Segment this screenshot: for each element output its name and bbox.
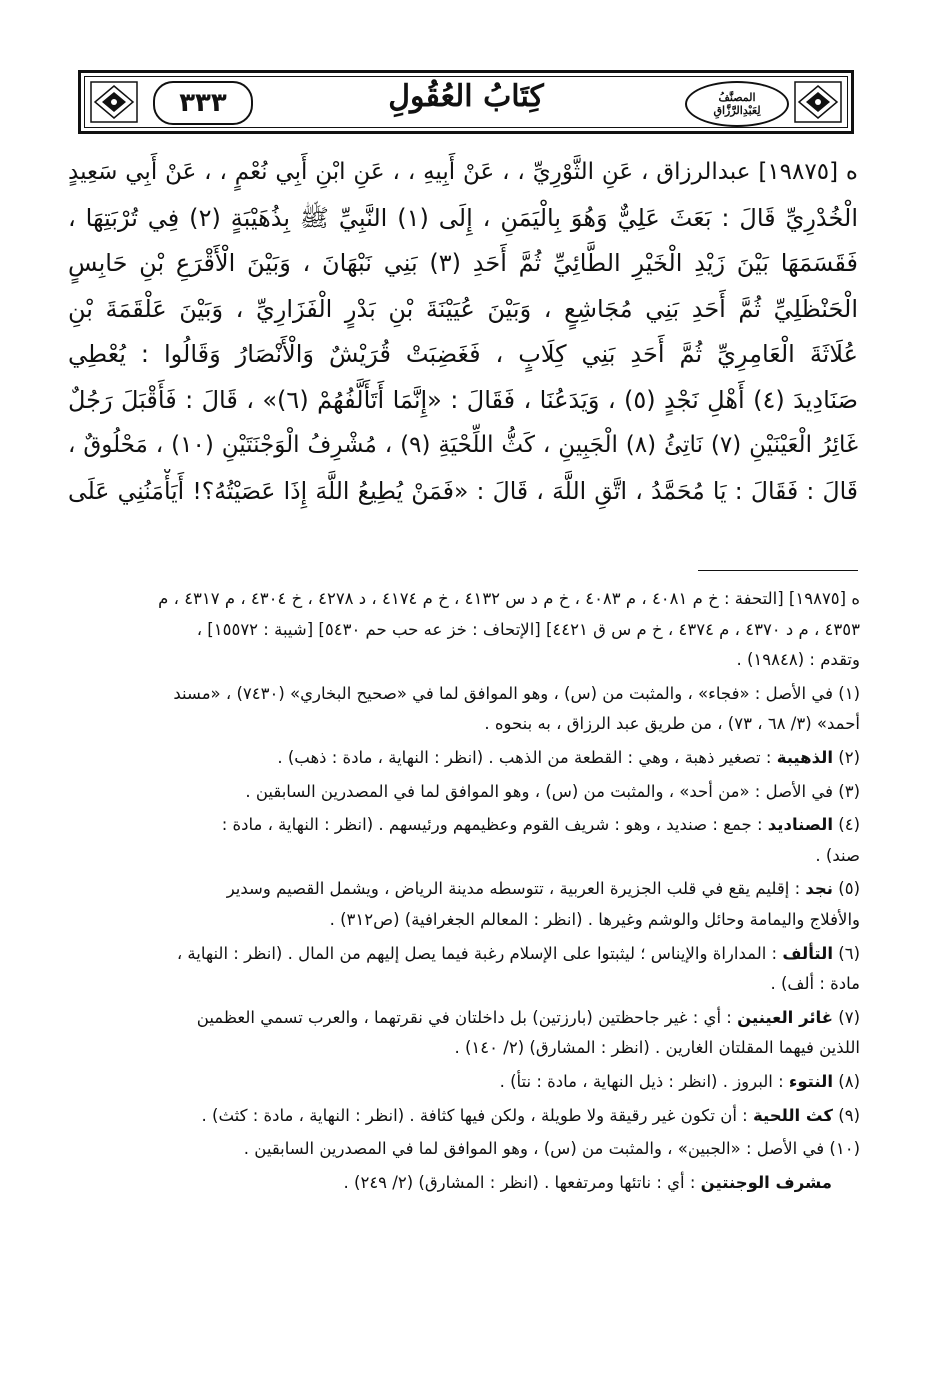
note-line: صند) . (815, 845, 860, 865)
hadith-line: الْخُدْرِيِّ قَالَ : بَعَثَ عَلِيٌّ وَهُوَ بِالْيَمَنِ ، إِلَى (١) النَّبِيِّ ﷺ بِذُهَيْبَةٍ (٢) فِي تُرْبَتِهَا ، (68, 203, 858, 232)
hadith-line: فَقَسَمَهَا بَيْنَ زَيْدِ الْخَيْرِ الطَّائِيِّ ثُمَّ أَحَدِ (٣) بَنِي نَبْهَانَ ، وَبَيْنَ الْأَقْرَعِ بْنِ حَابِسٍ (68, 249, 858, 277)
note-line: وتقدم : (١٩٨٤٨) . (736, 650, 860, 670)
page-header (78, 70, 854, 134)
footnote-9 (68, 1101, 860, 1132)
footnote-keyword: غائر العينين (737, 1007, 833, 1027)
note-line: والأفلاج واليمامة وحائل والوشم وغيرها . (انظر : المعالم الجغرافية) (ص٣١٢) . (329, 909, 860, 929)
author-badge (685, 81, 789, 127)
book-title: كِتَابُ العُقُولِ (388, 79, 544, 114)
note-line: (٤) الصناديد : جمع : صنديد ، وهو : شريف القوم وعظيمهم ورئيسهم . (انظر : النهاية ، مادة : (221, 815, 860, 835)
footnote-keyword: النتوء (788, 1071, 833, 1091)
page-number (153, 81, 253, 125)
note-line: (٥) نجد : إقليم يقع في قلب الجزيرة العربية ، تتوسطه مدينة الرياض ، ويشمل القصيم وسدير (226, 879, 860, 899)
hadith-line: الْحَنْظَلِيِّ ثُمَّ أَحَدِ بَنِي مُجَاشِعٍ ، وَبَيْنَ عُيَيْنَةَ بْنِ بَدْرٍ الْفَزَارِيِّ ، وَبَيْنَ عَلْقَمَةَ بْنِ (68, 294, 858, 323)
footnote-7 (68, 1003, 860, 1064)
hadith-line: صَنَادِيدَ (٤) أَهْلِ نَجْدٍ (٥) ، وَيَدَعُنَا ، فَقَالَ : «إِنَّمَا أَتَأَلَّفُهُمْ (٦)» ، قَالَ : فَأَقْبَلَ رَجُلٌ (68, 385, 858, 414)
footnotes (68, 584, 860, 1201)
note-line: ٤٣٥٣ ، م د ٤٣٧٠ ، م ٤٣٧٤ ، خ م س ق ٤٤٢١] [الإتحاف : خز عه حب حم ٥٤٣٠] [شيبة : ١٥٥٧٢] ، (196, 619, 860, 639)
footnote-2 (68, 743, 860, 774)
note-line: ه [١٩٨٧٥] [التحفة : خ م ٤٠٨١ ، م ٤٠٨٣ ، خ م د س ٤١٣٢ ، خ م ٤١٧٤ ، د ٤٢٧٨ ، خ ٤٣٠٤ ، م ٤٣١٧ ، م (158, 589, 860, 608)
note-line: (٢) الذهيبة : تصغير ذهبة ، وهي : القطعة من الذهب . (انظر : النهاية ، مادة : ذهب) . (277, 747, 860, 767)
footnote-6 (68, 939, 860, 1000)
note-line: (٧) غائر العينين : أي : غير جاحظتين (بارزتين) بل داخلتان في نقرتهما ، والعرب تسمي العظمين (196, 1007, 860, 1027)
ornament-right-icon (791, 79, 845, 125)
footnote-4 (68, 810, 860, 871)
hadith-line: عُلَاثَةَ الْعَامِرِيِّ ثُمَّ أَحَدِ بَنِي كِلَابٍ ، فَغَضِبَتْ قُرَيْشٌ وَالْأَنْصَارُ وَقَالُوا : يُعْطِي (68, 340, 858, 368)
footnote-keyword: الصناديد (767, 815, 833, 835)
footnote-keyword: كث اللحية (752, 1105, 833, 1125)
footnote-10-definition (68, 1168, 860, 1199)
author-badge-line2: لِعَبْدِالرَّزَّاقِ (713, 104, 761, 117)
note-line: (٩) كث اللحية : أن تكون غير رقيقة ولا طويلة ، ولكن فيها كثافة . (انظر : النهاية ، مادة : كثث) . (201, 1105, 860, 1125)
author-badge-line1: المصنَّفُ (718, 91, 756, 104)
hadith-line: قَالَ : فَقَالَ : يَا مُحَمَّدُ ، اتَّقِ اللَّهَ ، قَالَ : «فَمَنْ يُطِيعُ اللَّهَ إِذَا عَصَيْتُهُ؟! أَيَأْمَنُنِي عَلَى (68, 476, 858, 505)
takhrij-note (68, 584, 860, 676)
ornament-left-icon (87, 79, 141, 125)
note-line: أحمد» (٣/ ٦٨ ، ٧٣) ، من طريق عبد الرزاق ، به بنحوه . (484, 714, 860, 734)
footnote-keyword: التألف (782, 943, 833, 963)
note-line: (١٠) في الأصل : «الجبين» ، والمثبت من (س) ، وهو الموافق لما في المصدرين السابقين . (243, 1139, 860, 1159)
footnote-keyword: مشرف الوجنتين (700, 1172, 832, 1192)
note-line: اللذين فيهما المقلتان الغارين . (انظر : المشارق) (٢/ ١٤٠) . (454, 1038, 860, 1058)
footnote-keyword: نجد (805, 879, 833, 899)
footnote-1 (68, 679, 860, 740)
hadith-line: ه [١٩٨٧٥] عبدالرزاق ، عَنِ الثَّوْرِيِّ ، ، عَنْ أَبِيهِ ، ، عَنِ ابْنِ أَبِي نُعْمٍ ، ، عَنْ أَبِي سَعِيدٍ (68, 159, 858, 185)
note-line: (٣) في الأصل : «من أحد» ، والمثبت من (س) ، وهو الموافق لما في المصدرين السابقين . (245, 781, 860, 801)
footnote-8 (68, 1067, 860, 1098)
hadith-text (68, 150, 858, 514)
note-line: (٦) التألف : المداراة والإيناس ؛ ليثبتوا على الإسلام رغبة فيما يصل إليهم من المال . (انظر : النهاية ، (176, 943, 860, 963)
footnote-3 (68, 777, 860, 808)
footnote-keyword: الذهيبة (776, 747, 833, 767)
hadith-line: غَائِرُ الْعَيْنَيْنِ (٧) نَاتِئُ (٨) الْجَبِينِ ، كَثُّ اللِّحْيَةِ (٩) ، مُشْرِفُ الْوَجْنَتَيْنِ (١٠) ، مَحْلُوقٌ ، (68, 432, 858, 458)
note-line: مادة : ألف) . (770, 974, 860, 994)
note-line: (١) في الأصل : «فجاء» ، والمثبت من (س) ، وهو الموافق لما في «صحيح البخاري» (٧٤٣٠) ، «مسند (173, 683, 860, 703)
footnote-10 (68, 1134, 860, 1165)
note-line: مشرف الوجنتين : أي : ناتئها ومرتفعها . (انظر : المشارق) (٢/ ٢٤٩) . (343, 1172, 832, 1192)
page-number-text: ٣٣٣ (179, 88, 227, 118)
footnote-separator (698, 570, 858, 571)
note-line: (٨) النتوء : البروز . (انظر : ذيل النهاية ، مادة : نتأ) . (499, 1071, 860, 1091)
footnote-5 (68, 874, 860, 935)
